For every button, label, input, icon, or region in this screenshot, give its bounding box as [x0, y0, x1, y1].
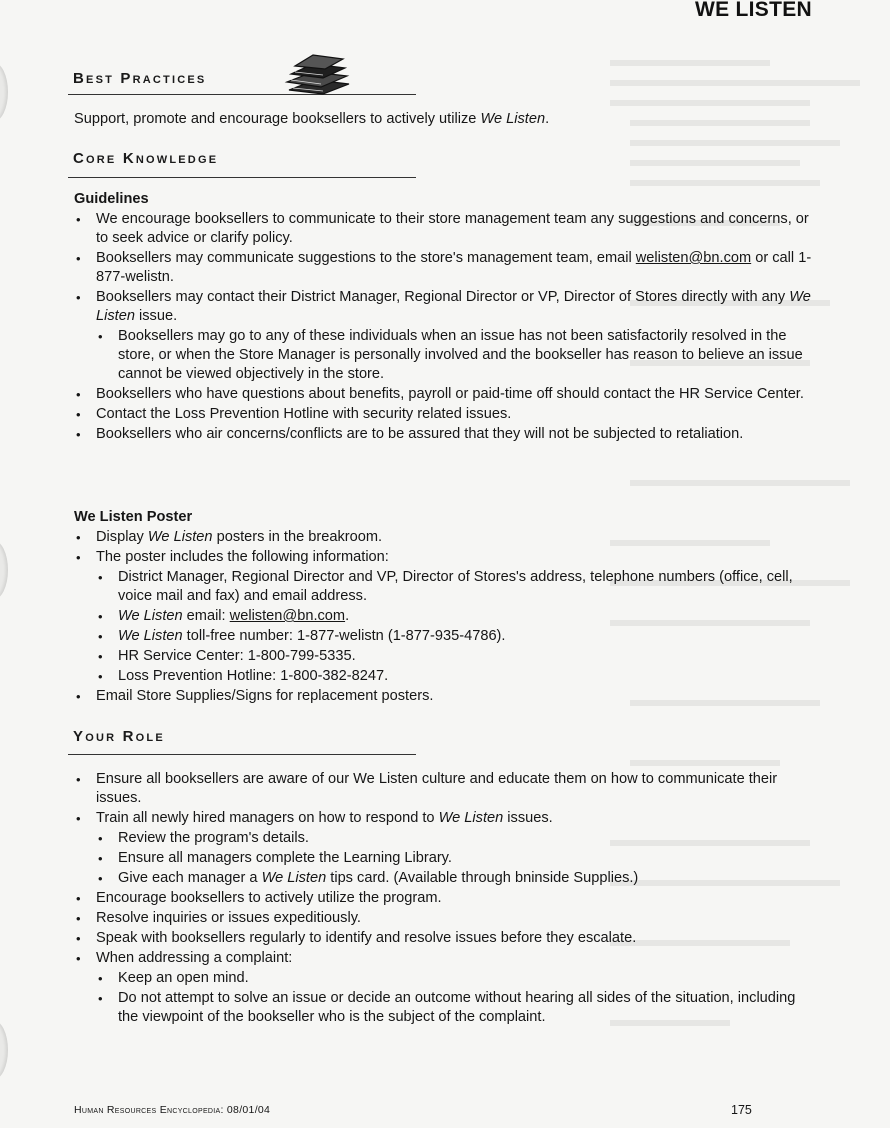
page-number: 175	[731, 1103, 752, 1117]
poster-list	[74, 528, 814, 707]
your-role-heading: Your Role	[73, 728, 165, 745]
email-link[interactable]: welisten@bn.com	[229, 608, 346, 624]
email-link[interactable]: welisten@bn.com	[635, 250, 752, 266]
list-item: • Contact the Loss Prevention Hotline with security related issues.	[74, 405, 814, 424]
list-item: • We Listen email: welisten@bn.com.	[96, 607, 814, 626]
list-item: • Encourage booksellers to actively utilize the program.	[74, 889, 814, 908]
list-item: • Booksellers who have questions about benefits, payroll or paid-time off should contact the HR Service Center.	[74, 385, 814, 404]
list-item: • Speak with booksellers regularly to identify and resolve issues before they escalate.	[74, 929, 814, 948]
list-item: • Do not attempt to solve an issue or decide an outcome without hearing all sides of the situation, including the viewpoint of the bookseller who is the subject of the complaint.	[96, 989, 814, 1027]
list-item: • Booksellers may contact their District Manager, Regional Director or VP, Director of Stores directly with any We Listen issue.	[74, 288, 814, 326]
list-item: • Give each manager a We Listen tips card. (Available through bninside Supplies.)	[96, 869, 814, 888]
list-item: • Booksellers may communicate suggestions to the store's management team, email welisten@bn.com or call 1-877-welistn.	[74, 249, 814, 287]
list-item: • Ensure all booksellers are aware of our We Listen culture and educate them on how to communicate their issues.	[74, 770, 814, 808]
book-stack-icon	[283, 50, 353, 96]
core-knowledge-heading: Core Knowledge	[73, 150, 219, 167]
guidelines-list	[74, 210, 814, 445]
footer-title: Human Resources Encyclopedia: 08/01/04	[74, 1104, 271, 1116]
list-item: • Booksellers who air concerns/conflicts are to be assured that they will not be subjected to retaliation.	[74, 425, 814, 444]
list-item: • Ensure all managers complete the Learning Library.	[96, 849, 814, 868]
list-item: • Booksellers may go to any of these individuals when an issue has not been satisfactorily resolved in the store, or when the Store Manager is personally involved and the bookseller has reason to believe an issue cannot be viewed objectively in the store.	[96, 327, 814, 384]
list-item: • We Listen toll-free number: 1-877-welistn (1-877-935-4786).	[96, 627, 814, 646]
binder-hole	[0, 1020, 8, 1080]
list-item: • District Manager, Regional Director and VP, Director of Stores's address, telephone numbers (office, cell, voice mail and fax) and email address.	[96, 568, 814, 606]
list-item: • Email Store Supplies/Signs for replacement posters.	[74, 687, 814, 706]
list-item: • Train all newly hired managers on how to respond to We Listen issues.	[74, 809, 814, 828]
list-item: • When addressing a complaint:	[74, 949, 814, 968]
list-item: • Loss Prevention Hotline: 1-800-382-8247.	[96, 667, 814, 686]
best-practices-heading: Best Practices	[73, 70, 207, 87]
poster-heading: We Listen Poster	[74, 509, 193, 525]
section-divider	[68, 94, 416, 95]
role-list	[74, 770, 814, 1028]
list-item: • HR Service Center: 1-800-799-5335.	[96, 647, 814, 666]
binder-hole	[0, 62, 8, 122]
list-item: • Keep an open mind.	[96, 969, 814, 988]
guidelines-heading: Guidelines	[74, 191, 149, 207]
list-item: • The poster includes the following information:	[74, 548, 814, 567]
section-divider	[68, 754, 416, 755]
list-item: • We encourage booksellers to communicate to their store management team any suggestions and concerns, or to seek advice or clarify policy.	[74, 210, 814, 248]
list-item: • Review the program's details.	[96, 829, 814, 848]
list-item: • Resolve inquiries or issues expeditiously.	[74, 909, 814, 928]
section-divider	[68, 177, 416, 178]
binder-hole	[0, 540, 8, 600]
list-item: • Display We Listen posters in the breakroom.	[74, 528, 814, 547]
page-title: WE LISTEN	[694, 0, 812, 21]
best-practices-text: Support, promote and encourage booksellers to actively utilize We Listen.	[74, 111, 550, 127]
